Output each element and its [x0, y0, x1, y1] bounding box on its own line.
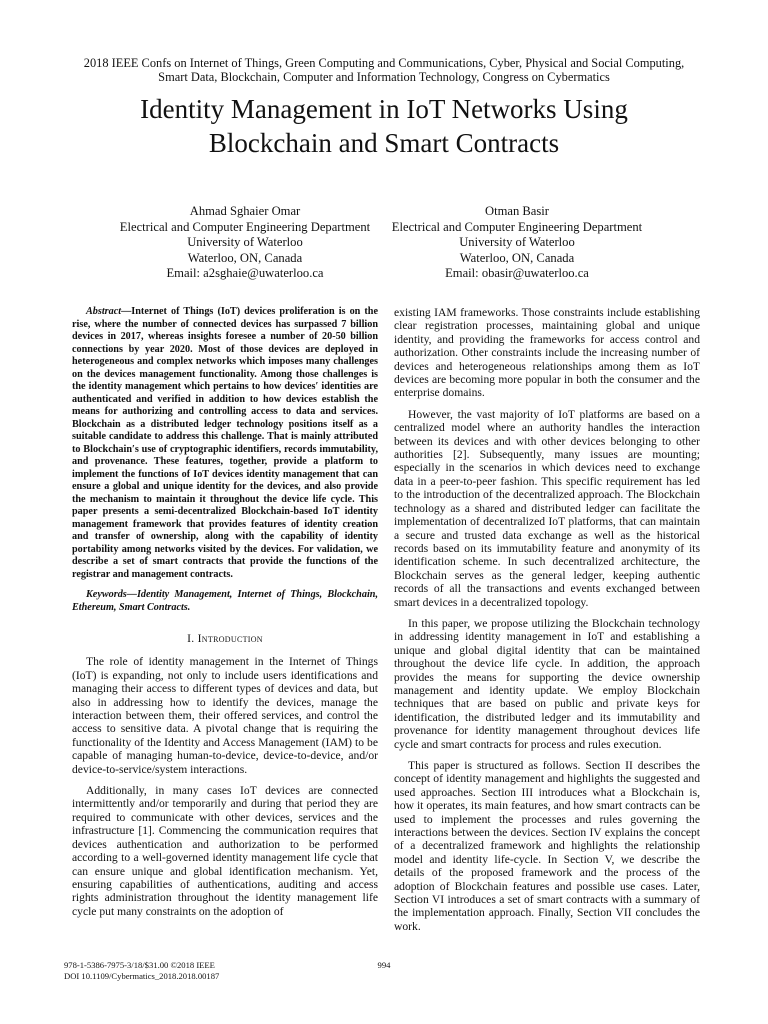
author-block-2: [387, 204, 647, 282]
keywords: Keywords—Identity Management, Internet of Things, Blockchain, Ethereum, Smart Contracts.: [72, 589, 378, 613]
right-column: [394, 306, 700, 941]
conference-line-2: Smart Data, Blockchain, Computer and Information Technology, Congress on Cybermatics: [158, 70, 610, 84]
author-department: Electrical and Computer Engineering Department: [119, 219, 371, 234]
page-number: 994: [377, 960, 391, 970]
conference-header: [40, 56, 728, 84]
left-column: [72, 306, 378, 926]
conference-line-1: 2018 IEEE Confs on Internet of Things, Green Computing and Communications, Cyber, Physical and Social Computing,: [83, 56, 685, 70]
author-email: Email: obasir@uwaterloo.ca: [445, 266, 589, 280]
author-location: Waterloo, ON, Canada: [459, 250, 575, 265]
author-email: Email: a2sghaie@uwaterloo.ca: [166, 266, 324, 280]
right-paragraph-3: In this paper, we propose utilizing the Blockchain technology in addressing identity management in IoT and establishing a unique and global digital identity that can be maintained throughout the device life cycle. In addition, the approach provides the means for supporting the device ownership management and identity update. We employ Blockchain techniques that are based on public and private keys for identification, the distributed ledger and its immutability and provenance for identity management throughout devices life cycle and smart contracts for process and rules execution.: [394, 616, 700, 751]
title-line-1: Identity Management in IoT Networks Using: [140, 94, 628, 124]
section-heading-introduction: I. Introduction: [187, 632, 263, 645]
right-paragraph-2: However, the vast majority of IoT platforms are based on a centralized model where an authority handles the interaction between its devices and with other devices belonging to other authorities [2]. Subsequently, many issues are mounting; especially in the scenarios in which devices need to exchange data in a peer-to-peer fashion. This specific requirement has led to the introduction of the decentralized approach. The Blockchain technology as a shared and distributed ledger can facilitate the implementation of decentralized IoT platforms, that can maintain a secure and trusted data exchange as well as the historical records based on its immutability feature and anonymity of its identification scheme. In such decentralized architecture, the Blockchain serves as the general ledger, keeping authentic records of all the transactions and events exchanged between smart devices in a decentralized topology.: [394, 407, 700, 609]
abstract: [72, 306, 378, 581]
abstract-lead: Abstract: [86, 306, 122, 317]
paper-title: [40, 92, 728, 160]
footer-publication-info: [64, 960, 219, 981]
right-paragraph-4: This paper is structured as follows. Section II describes the concept of identity management and highlights the suggested and used approaches. Section III introduces what a Blockchain is, how it operates, its main features, and how smart contracts can be used to implement the processes and rules governing the interactions between the devices. Section IV explains the concept of a decentralized framework and highlights the relationship model and identity life-cycle. In Section V, we describe the details of the proposed framework and the process of the adoption of Blockchain features and possible use cases. Later, Section VI introduces a set of smart contracts with a summary of the implementation approach. Finally, Section VII concludes the work.: [394, 759, 700, 933]
intro-paragraph-1: The role of identity management in the Internet of Things (IoT) is expanding, not only to include users identifications and managing their access to different types of devices and data, but also in addressing how to identify the devices, manage the interaction between them, their offered services, and control the access to sensitive data. A pivotal change that is requiring the functionality of the Identity and Access Management (IAM) to be capable of managing human-to-device, device-to-device, and/or device-to-service/system interactions.: [72, 655, 378, 776]
author-name: Otman Basir: [484, 204, 549, 218]
intro-paragraph-2: Additionally, in many cases IoT devices are connected intermittently and/or temporarily and during that period they are required to communicate with other devices, services and the infrastructure [1]. Commencing the communication requires that devices authentication and authorization to be performed according to a well-governed identity management life cycle that can ensure unique and global identification mechanism. Yet, ensuring capabilities of authentications, auditing and access rights administration throughout the identity management life cycle put many constraints on the adoption of: [72, 784, 378, 918]
footer-doi: DOI 10.1109/Cybermatics_2018.2018.00187: [64, 970, 220, 981]
title-line-2: Blockchain and Smart Contracts: [208, 128, 560, 158]
right-paragraph-1: existing IAM frameworks. Those constraints include establishing clear registration processes, maintaining global and unique identity, and providing the frameworks for access control and authorization. Other constraints include the increasing number of devices and heterogeneous relationships among them as IoT devices are becoming more popular in both the consumer and the enterprise domains.: [394, 306, 700, 400]
author-block-1: [115, 204, 375, 282]
author-university: University of Waterloo: [459, 235, 575, 249]
author-university: University of Waterloo: [187, 235, 303, 249]
abstract-text: —Internet of Things (IoT) devices proliferation is on the rise, where the number of connected devices has surpassed 7 billion devices in 2017, whereas insights foresee a number of 20-50 billion connections by year 2020. Most of those devices are deployed in heterogeneous and complex networks which imposes many challenges on the devices management functionality. Among those challenges is the identity management which pertains to how devices′ identities are authenticated and verified in addition to how devices establish the means for authorizing and controlling access to data and services. Blockchain as a distributed ledger technology positions itself as a suitable candidate to address this challenge. That is mainly attributed to Blockchain′s use of cryptographic identifiers, records immutability, and provenance. These features, together, provide a platform to implement the functions of IoT devices identity management that can ensure a global and unique identity for the devices, and also provide the mechanism to maintain it throughout the device life cycle. This paper presents a semi-decentralized Blockchain-based IoT identity management framework that provides features of identity creation and transfer of ownership, along with the capability of identity portability among networks visited by the devices. For validation, we describe a set of smart contracts that provide the functions of the registrar and management contracts.: [72, 306, 378, 580]
author-location: Waterloo, ON, Canada: [187, 250, 303, 265]
author-department: Electrical and Computer Engineering Department: [391, 219, 643, 234]
footer-isbn: 978-1-5386-7975-3/18/$31.00 ©2018 IEEE: [64, 960, 215, 970]
author-name: Ahmad Sghaier Omar: [189, 204, 301, 218]
